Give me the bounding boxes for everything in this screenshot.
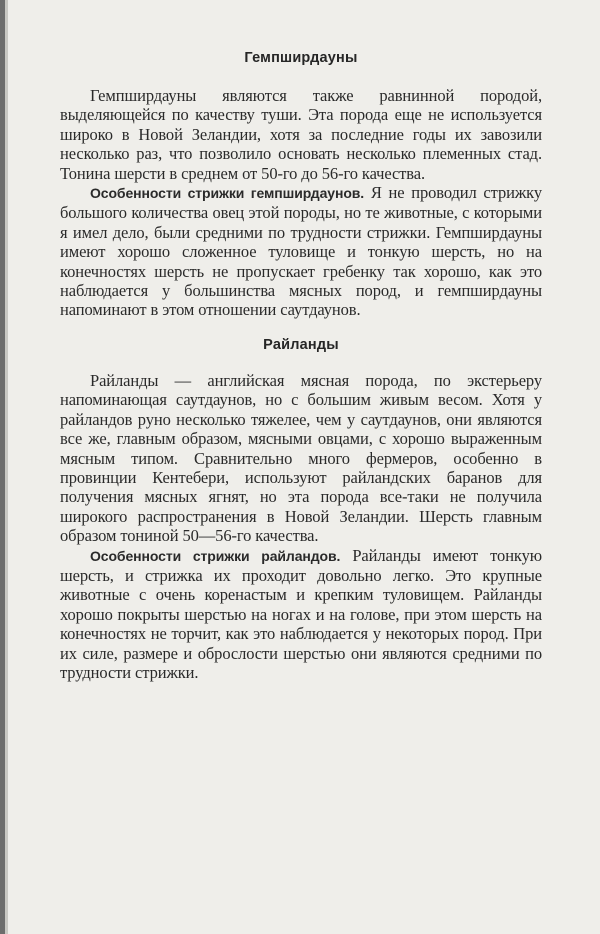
section-heading-ryeland: Райланды — [263, 336, 339, 353]
paragraph-lead-heading: Особенности стрижки гемпширдаунов. — [90, 185, 365, 202]
paragraph-ryeland-shearing — [60, 546, 542, 683]
paragraph-text: Я не проводил стрижку большого количества овец этой породы, но те животные, с которыми я имел дело, были средними по трудности стрижки. Гемпширдауны имеют хорошо сложенное туловище и тонкую шерсть, но на конечностях шерсть не пропускает гребенку так хорошо, как это наблюдается у большинства мясных пород, и гемпширдауны напоминают в этом отношении саутдаунов. — [60, 183, 542, 320]
paragraph-text: Райланды имеют тонкую шерсть, и стрижка их проходит довольно легко. Это крупные животные с очень коренастым и крепким туловищем. Райланды хорошо покрыты шерстью на ногах и на голове, при этом шерсть на конечностях не торчит, как это наблюдается у некоторых пород. При их силе, размере и оброслости шерстью они являются средними по трудности стрижки. — [60, 545, 542, 682]
section-heading-hampshire-down: Гемпширдауны — [244, 50, 358, 66]
paragraph-lead-heading: Особенности стрижки райландов. — [90, 547, 341, 564]
paragraph-ryeland-intro — [60, 371, 542, 546]
page-binding-shadow — [5, 0, 8, 934]
paragraph-hampshire-shearing — [60, 183, 542, 320]
paragraph-text: Гемпширдауны являются также равнинной породой, выделяющейся по качеству туши. Эта порода еще не используется широко в Новой Зеландии, хотя за последние годы их завозили несколько раз, что позволило основать несколько племенных стад. Тонина шерсти в среднем от 50-го до 56-го качества. — [60, 86, 542, 183]
paragraph-hampshire-intro — [60, 86, 542, 183]
page-content — [60, 50, 542, 682]
paragraph-text: Райланды — английская мясная порода, по экстерьеру напоминающая саутдаунов, но с большим живым весом. Хотя у райландов руно несколько тяжелее, чем у саутдаунов, они являются все же, главным образом, мясными овцами, с хорошо выраженным мясным типом. Сравнительно много фермеров, особенно в провинции Кентебери, используют райландских баранов для получения мясных ягнят, но эта порода все-таки не получила широкого распространения в Новой Зеландии. Шерсть главным образом тониной 50—56-го качества. — [60, 370, 542, 546]
